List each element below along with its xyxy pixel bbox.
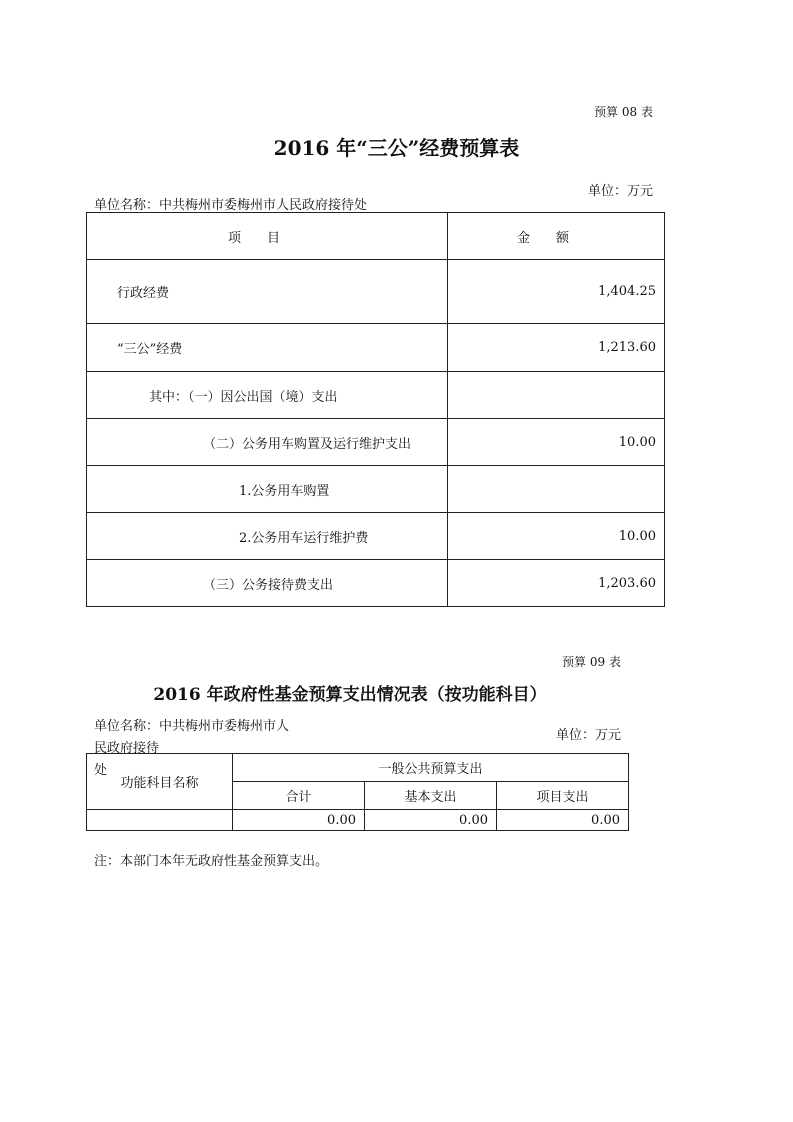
table-header-row [87, 213, 665, 260]
header-basic: 基本支出 [365, 782, 497, 810]
three-public-expense-table [86, 212, 665, 607]
header-func-name: 功能科目名称 [87, 754, 233, 810]
table09-note: 注：本部门本年无政府性基金预算支出。 [94, 854, 329, 869]
row-func-name [87, 810, 233, 831]
government-fund-table [86, 753, 629, 831]
table-row [87, 513, 665, 560]
table08-label: 预算 08 表 [594, 105, 653, 119]
header-group: 一般公共预算支出 [233, 754, 629, 782]
header-amount: 金额 [448, 213, 665, 260]
row-item: 1.公务用车购置 [87, 466, 448, 513]
row-amount [448, 372, 665, 419]
table-header-row [87, 754, 629, 782]
row-total: 0.00 [233, 810, 365, 831]
unit-name-line2: 处 [94, 763, 108, 778]
table-row [87, 560, 665, 607]
row-amount: 1,404.25 [448, 260, 665, 324]
row-basic: 0.00 [365, 810, 497, 831]
header-item: 项目 [87, 213, 448, 260]
table-row [87, 810, 629, 831]
row-item: 2.公务用车运行维护费 [87, 513, 448, 560]
row-amount: 1,213.60 [448, 324, 665, 372]
table-row [87, 260, 665, 324]
row-item: 行政经费 [87, 260, 448, 324]
table09-unit: 单位：万元 [555, 728, 621, 743]
row-amount [448, 466, 665, 513]
table08-title: 2016 年“三公”经费预算表 [273, 136, 520, 160]
table-row [87, 372, 665, 419]
table09-title: 2016 年政府性基金预算支出情况表（按功能科目） [153, 685, 547, 705]
table08-unit: 单位：万元 [587, 184, 653, 199]
row-item: （二）公务用车购置及运行维护支出 [87, 419, 448, 466]
row-item: （三）公务接待费支出 [87, 560, 448, 607]
table08-unit-name: 单位名称：中共梅州市委梅州市人民政府接待处 [94, 198, 368, 213]
table09-label: 预算 09 表 [562, 655, 621, 669]
table-row [87, 466, 665, 513]
unit-name-line1: 单位名称：中共梅州市委梅州市人民政府接待 [94, 719, 290, 756]
header-project: 项目支出 [497, 782, 629, 810]
row-project: 0.00 [497, 810, 629, 831]
row-amount: 1,203.60 [448, 560, 665, 607]
row-amount: 10.00 [448, 419, 665, 466]
table-row [87, 419, 665, 466]
row-item: 其中：（一）因公出国（境）支出 [87, 372, 448, 419]
row-amount: 10.00 [448, 513, 665, 560]
row-item: “三公”经费 [87, 324, 448, 372]
header-total: 合计 [233, 782, 365, 810]
table-row [87, 324, 665, 372]
